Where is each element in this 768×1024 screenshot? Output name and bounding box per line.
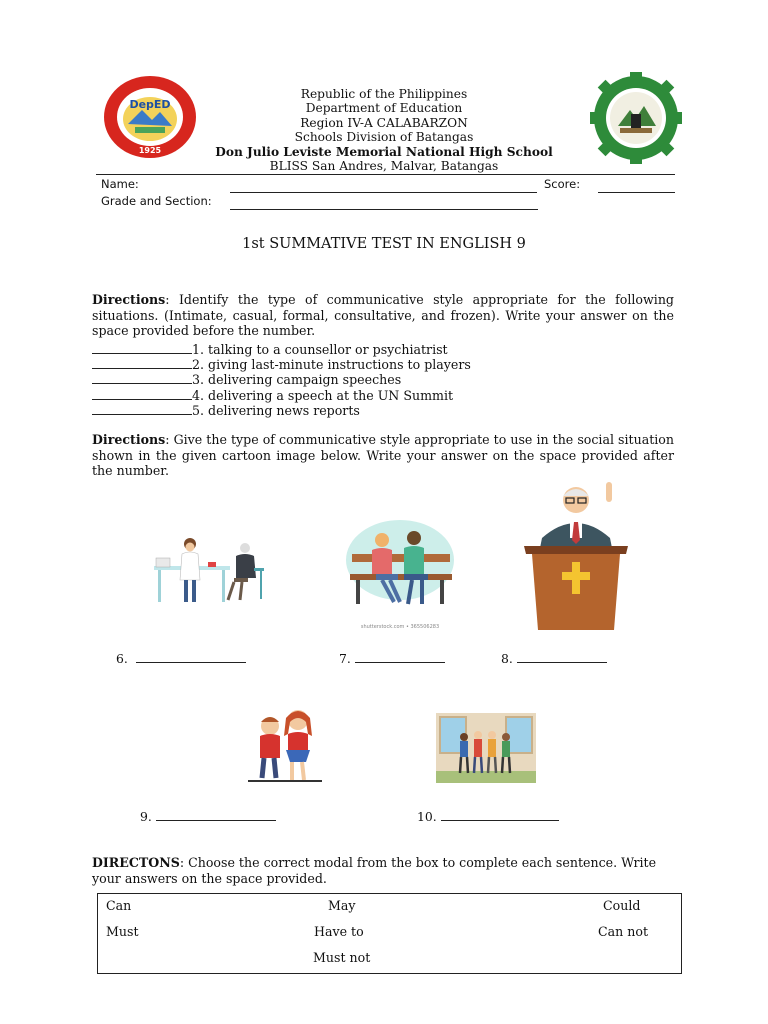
section3-directions-label: DIRECTONS: [92, 855, 180, 870]
answer-blank[interactable]: [92, 357, 192, 369]
score-label: Score:: [544, 177, 581, 191]
answer-blank[interactable]: [92, 342, 192, 354]
students-group-image: [436, 713, 536, 783]
grade-section-label: Grade and Section:: [101, 194, 212, 208]
grade-section-input-line[interactable]: [230, 209, 538, 210]
section2-directions-label: Directions: [92, 432, 166, 447]
image-caption: shutterstock.com • 365506283: [360, 624, 440, 630]
section2-directions: [92, 432, 674, 479]
answer-number: 8.: [501, 651, 513, 666]
list-item: [92, 342, 471, 357]
answer-number: 6.: [116, 651, 128, 666]
deped-logo-text: DepED: [129, 98, 171, 111]
answer-number: 10.: [417, 809, 437, 824]
score-input-line[interactable]: [598, 192, 675, 193]
name-input-line[interactable]: [230, 192, 537, 193]
answer-number: 9.: [140, 809, 152, 824]
item-text: 2. giving last-minute instructions to players: [192, 357, 471, 373]
modal-word-box: [97, 893, 682, 974]
list-item: [92, 357, 471, 372]
consultation-cartoon-image: [150, 536, 270, 606]
modal-must-not: Must not: [313, 950, 371, 965]
modal-can: Can: [106, 898, 132, 913]
modal-may: May: [328, 898, 356, 913]
item-text: 5. delivering news reports: [192, 402, 360, 418]
item-text: 1. talking to a counsellor or psychiatrist: [192, 342, 448, 357]
speaker-at-pulpit-image: [522, 478, 630, 634]
logo-year: 1925: [138, 146, 162, 155]
answer-9: [140, 809, 276, 824]
couple-on-bench-image: [342, 512, 458, 632]
list-item: [92, 388, 471, 403]
test-title: 1st SUMMATIVE TEST IN ENGLISH 9: [242, 236, 526, 252]
two-children-image: [248, 704, 322, 784]
header-line-region: Region IV-A CALABARZON: [300, 115, 468, 130]
answer-blank[interactable]: [92, 403, 192, 415]
modal-can-not: Can not: [598, 924, 649, 939]
modal-have-to: Have to: [314, 924, 364, 939]
name-label: Name:: [101, 177, 139, 191]
section1-directions-text: : Identify the type of communicative style appropriate for the following situations. (Intimate, casual, formal, consultative, and frozen). Write your answer on the space provided before the number.: [92, 292, 674, 338]
modal-could: Could: [603, 898, 641, 913]
list-item: [92, 403, 471, 418]
item-text: 3. delivering campaign speeches: [192, 372, 402, 388]
header-line-department: Department of Education: [305, 101, 463, 116]
section1-directions-label: Directions: [92, 292, 166, 307]
answer-number: 7.: [339, 651, 351, 666]
answer-line[interactable]: [136, 651, 246, 663]
modal-must: Must: [106, 924, 139, 939]
answer-blank[interactable]: [92, 388, 192, 400]
answer-blank[interactable]: [92, 372, 192, 384]
header-line-republic: Republic of the Philippines: [300, 87, 468, 101]
item-text: 4. delivering a speech at the UN Summit: [192, 387, 454, 403]
section3-directions-text: : Choose the correct modal from the box to complete each sentence. Write your answers on the space provided.: [92, 855, 657, 886]
answer-7: [339, 651, 445, 666]
answer-line[interactable]: [441, 809, 559, 821]
answer-10: [417, 809, 559, 824]
answer-line[interactable]: [517, 651, 607, 663]
answer-line[interactable]: [156, 809, 276, 821]
header-school-name: Don Julio Leviste Memorial National High School: [215, 144, 553, 159]
list-item: [92, 372, 471, 387]
answer-line[interactable]: [355, 651, 445, 663]
section1-directions: [92, 292, 674, 339]
school-seal-logo: [590, 72, 682, 164]
header-line-division: Schools Division of Batangas: [294, 130, 474, 145]
answer-8: [501, 651, 607, 666]
section1-item-list: [92, 342, 471, 418]
header-address: BLISS San Andres, Malvar, Batangas: [269, 159, 499, 174]
section2-directions-text: : Give the type of communicative style appropriate to use in the social situation shown in the given cartoon image below. Write your answer on the space provided after the number.: [92, 432, 674, 478]
header-divider: [96, 174, 675, 175]
section3-directions: [92, 855, 674, 886]
answer-6: [116, 651, 246, 666]
school-header: [180, 87, 588, 173]
